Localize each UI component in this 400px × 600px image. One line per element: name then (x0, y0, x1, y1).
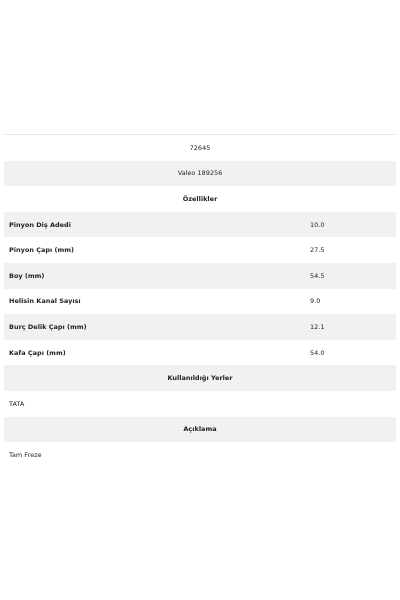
spec-label: Pinyon Çapı (mm) (9, 246, 74, 255)
spec-row-helix-grooves (4, 289, 396, 315)
spec-label: Burç Delik Çapı (mm) (9, 322, 87, 331)
spec-value: 54.0 (310, 348, 325, 357)
spec-label: Helisin Kanal Sayısı (9, 297, 81, 306)
product-spec-table (4, 134, 396, 468)
spec-row-pinion-teeth (4, 212, 396, 238)
specs-heading-row (4, 186, 396, 212)
usage-row (4, 391, 396, 417)
description-heading: Açıklama (183, 425, 217, 434)
oem-reference: Valeo 189256 (177, 169, 223, 178)
spec-row-bushing-bore (4, 314, 396, 340)
spec-value: 27.5 (310, 246, 325, 255)
spec-value: 9.0 (310, 297, 321, 306)
spec-row-pinion-diameter (4, 237, 396, 263)
usage-heading: Kullanıldığı Yerler (167, 374, 233, 383)
spec-row-head-diameter (4, 340, 396, 366)
product-code-row (4, 135, 396, 161)
spec-label: Pinyon Diş Adedi (9, 220, 71, 229)
usage-heading-row (4, 365, 396, 391)
spec-row-length (4, 263, 396, 289)
description-text: Tam Freze (9, 450, 42, 459)
spec-label: Boy (mm) (9, 271, 45, 280)
product-code: 72645 (189, 143, 211, 152)
oem-reference-row (4, 161, 396, 187)
spec-value: 10.0 (310, 220, 325, 229)
spec-label: Kafa Çapı (mm) (9, 348, 66, 357)
specs-heading: Özellikler (182, 194, 218, 203)
usage-text: TATA (9, 399, 25, 408)
description-row (4, 442, 396, 468)
spec-value: 12.1 (310, 322, 325, 331)
spec-value: 54.5 (310, 271, 325, 280)
description-heading-row (4, 417, 396, 443)
